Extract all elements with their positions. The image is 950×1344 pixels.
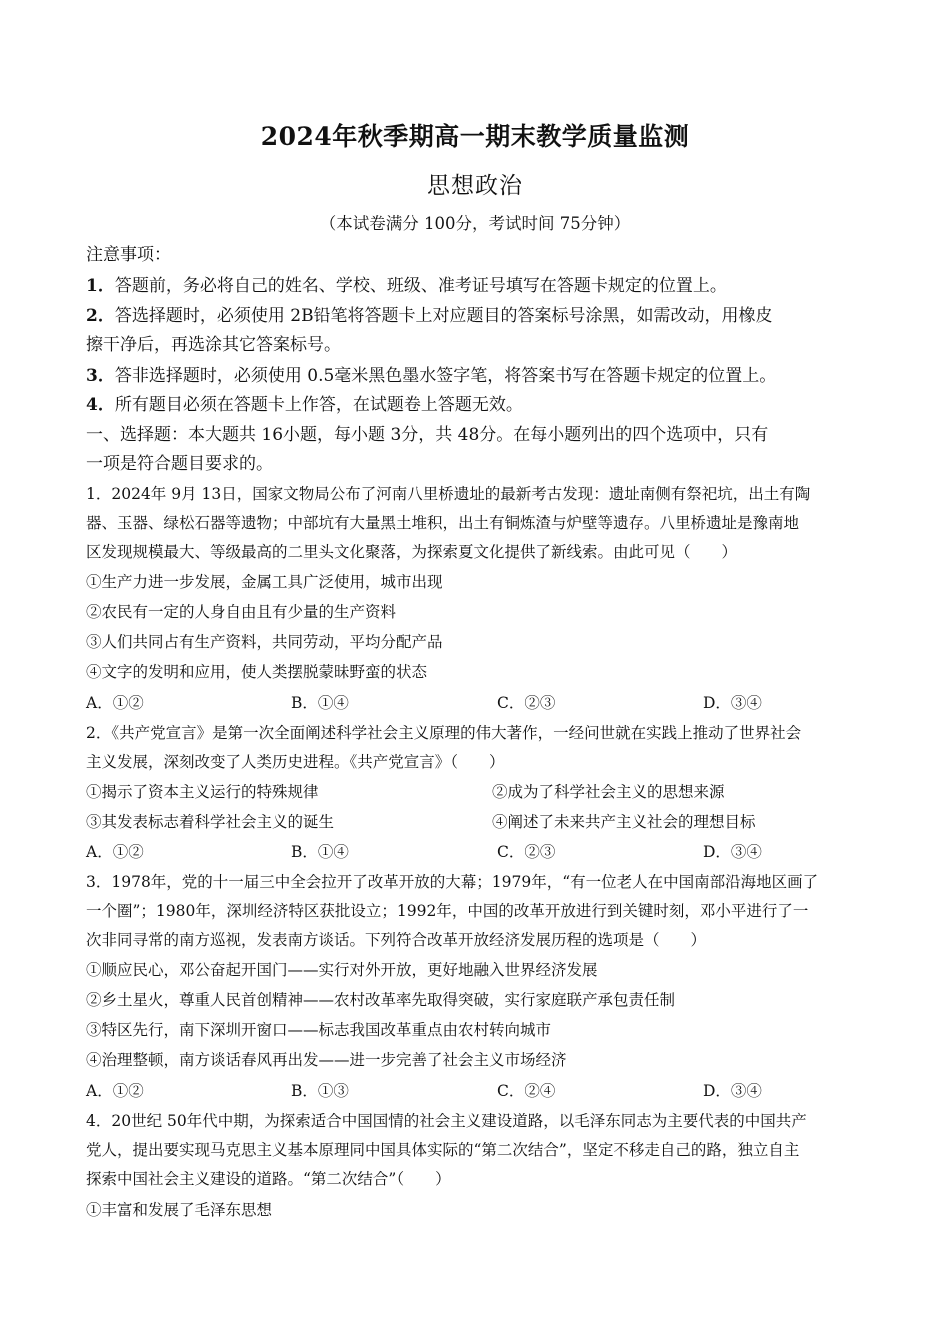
q1-option-a: A．①② [86, 694, 144, 712]
q3-statement-3: ③特区先行，南下深圳开窗口——标志我国改革重点由农村转向城市 [86, 1021, 552, 1039]
q1-statement-1: ①生产力进一步发展，金属工具广泛使用，城市出现 [86, 573, 443, 591]
q2-stem-line1: 2．《共产党宣言》是第一次全面阐述科学社会主义原理的伟大著作，一经问世就在实践上推动了世界社会 [86, 724, 802, 742]
q4-stem-line2: 党人，提出要实现马克思主义基本原理同中国具体实际的“第二次结合”，坚定不移走自己的路，独立自主 [86, 1141, 800, 1159]
q3-statement-4: ④治理整顿，南方谈话春风再出发——进一步完善了社会主义市场经济 [86, 1051, 567, 1069]
q3-statement-1: ①顺应民心，邓公奋起开国门——实行对外开放，更好地融入世界经济发展 [86, 961, 598, 979]
notice-item-2-cont: 擦干净后，再选涂其它答案标号。 [86, 335, 341, 355]
q4-statement-1: ①丰富和发展了毛泽东思想 [86, 1201, 273, 1219]
section-heading-line1: 一、选择题：本大题共 16小题，每小题 3分，共 48分。在每小题列出的四个选项中，只有 [86, 425, 769, 445]
q1-option-c: C．②③ [497, 694, 556, 712]
notice-number: 2． [86, 306, 115, 326]
q3-stem-line3: 次非同寻常的南方巡视，发表南方谈话。下列符合改革开放经济发展历程的选项是（ ） [86, 931, 707, 949]
notice-number: 1． [86, 276, 115, 296]
q3-stem-line2: 一个圈”；1980年，深圳经济特区获批设立；1992年，中国的改革开放进行到关键时刻，邓小平进行了一 [86, 902, 809, 920]
notice-text: 答题前，务必将自己的姓名、学校、班级、准考证号填写在答题卡规定的位置上。 [114, 276, 727, 296]
q2-stem-line2: 主义发展，深刻改变了人类历史进程。《共产党宣言》（ ） [86, 753, 505, 771]
notice-text: 答非选择题时，必须使用 0.5毫米黑色墨水签字笔，将答案书写在答题卡规定的位置上。 [114, 366, 777, 386]
q1-stem-line2: 器、玉器、绿松石器等遗物；中部坑有大量黑土堆积，出土有铜炼渣与炉壁等遗存。八里桥遗址是豫南地 [86, 514, 800, 532]
q2-statement-3: ③其发表标志着科学社会主义的诞生 [86, 813, 335, 831]
q2-statement-1: ①揭示了资本主义运行的特殊规律 [86, 783, 319, 801]
notice-item-1 [86, 271, 727, 296]
q1-option-b: B．①④ [291, 694, 349, 712]
q4-stem-line3: 探索中国社会主义建设的道路。“第二次结合”（ ） [86, 1170, 451, 1188]
q2-option-c: C．②③ [497, 843, 556, 861]
q3-option-b: B．①③ [291, 1082, 349, 1100]
q1-option-d: D．③④ [703, 694, 762, 712]
q2-statement-4: ④阐述了未来共产主义社会的理想目标 [492, 813, 756, 831]
q4-stem-line1: 4．20世纪 50年代中期，为探索适合中国国情的社会主义建设道路，以毛泽东同志为主要代表的中国共产 [86, 1112, 807, 1130]
exam-meta: （本试卷满分 100分，考试时间 75分钟） [319, 214, 631, 233]
q1-statement-3: ③人们共同占有生产资料，共同劳动，平均分配产品 [86, 633, 443, 651]
q1-statement-4: ④文字的发明和应用，使人类摆脱蒙昧野蛮的状态 [86, 663, 428, 681]
notice-text: 答选择题时，必须使用 2B铅笔将答题卡上对应题目的答案标号涂黑，如需改动，用橡皮 [114, 306, 773, 326]
notice-item-3 [86, 361, 776, 386]
q2-option-b: B．①④ [291, 843, 349, 861]
section-heading-line2: 一项是符合题目要求的。 [86, 454, 273, 474]
q2-option-d: D．③④ [703, 843, 762, 861]
q3-option-c: C．②④ [497, 1082, 556, 1100]
notice-text: 所有题目必须在答题卡上作答，在试题卷上答题无效。 [114, 395, 523, 415]
q2-statement-2: ②成为了科学社会主义的思想来源 [492, 783, 725, 801]
q3-option-a: A．①② [86, 1082, 144, 1100]
q1-stem-line3: 区发现规模最大、等级最高的二里头文化聚落，为探索夏文化提供了新线索。由此可见（ ） [86, 543, 738, 561]
q2-option-a: A．①② [86, 843, 144, 861]
notice-heading: 注意事项： [86, 245, 171, 265]
q3-stem-line1: 3．1978年，党的十一届三中全会拉开了改革开放的大幕；1979年，“有一位老人在中国南部沿海地区画了 [86, 873, 819, 891]
q3-option-d: D．③④ [703, 1082, 762, 1100]
notice-item-2 [86, 301, 773, 326]
q1-statement-2: ②农民有一定的人身自由且有少量的生产资料 [86, 603, 397, 621]
subject-title: 思想政治 [427, 173, 523, 199]
notice-number: 3． [86, 366, 115, 386]
notice-item-4 [86, 390, 523, 415]
notice-number: 4． [86, 395, 115, 415]
q3-statement-2: ②乡土星火，尊重人民首创精神——农村改革率先取得突破，实行家庭联产承包责任制 [86, 991, 676, 1009]
q1-stem-line1: 1．2024年 9月 13日，国家文物局公布了河南八里桥遗址的最新考古发现：遗址南侧有祭祀坑，出土有陶 [86, 485, 811, 503]
exam-title: 2024年秋季期高一期末教学质量监测 [260, 122, 690, 151]
